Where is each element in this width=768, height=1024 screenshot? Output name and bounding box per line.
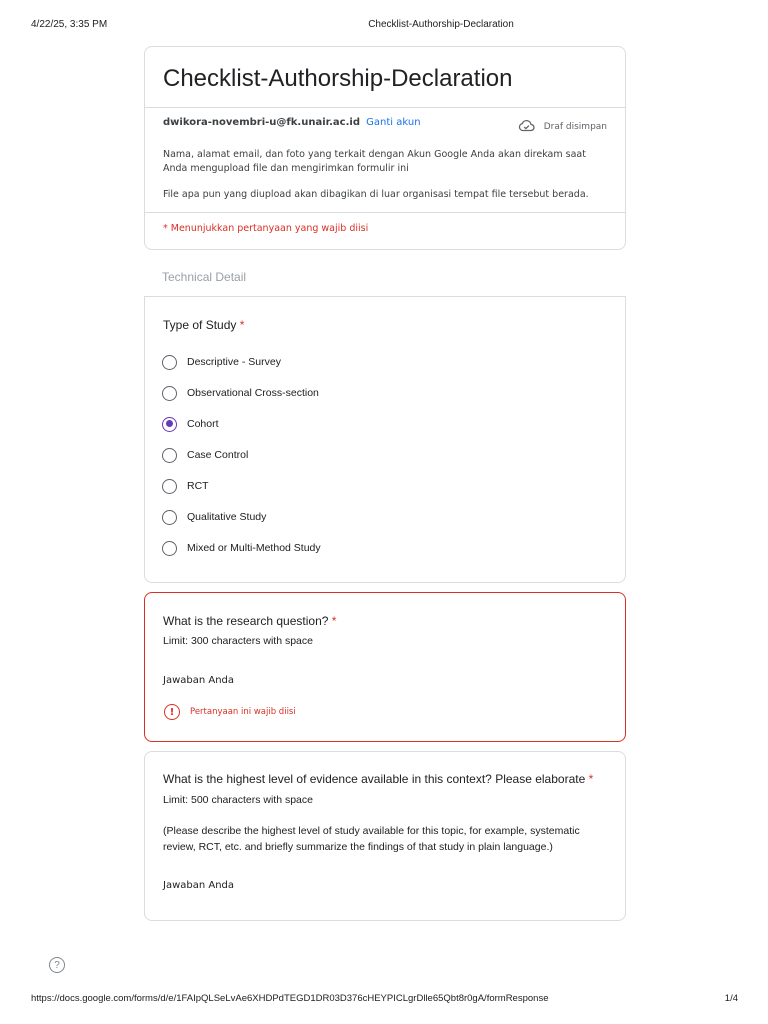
error-text: Pertanyaan ini wajib diisi	[190, 707, 296, 717]
account-row	[163, 117, 421, 128]
divider	[145, 212, 625, 213]
question-title	[163, 318, 244, 332]
error-message	[164, 704, 296, 720]
question-type-of-study	[144, 296, 626, 583]
section-title: Technical Detail	[162, 270, 247, 284]
help-circle-icon[interactable]: ?	[49, 957, 65, 973]
radio-unchecked[interactable]	[162, 479, 177, 494]
radio-option-label: RCT	[187, 480, 209, 492]
radio-option-label: Cohort	[187, 418, 219, 430]
cloud-check-icon	[518, 119, 535, 135]
question-limit: Limit: 300 characters with space	[163, 635, 313, 647]
divider	[145, 107, 625, 108]
radio-unchecked[interactable]	[162, 510, 177, 525]
alert-circle-icon: !	[164, 704, 180, 720]
privacy-info: Nama, alamat email, dan foto yang terkait dengan Akun Google Anda akan direkam saat Anda mengupload file dan mengirimkan formulir ini	[163, 149, 586, 174]
radio-unchecked[interactable]	[162, 448, 177, 463]
print-page-number: 1/4	[724, 993, 738, 1004]
radio-unchecked[interactable]	[162, 386, 177, 401]
required-mark: *	[239, 318, 245, 332]
saved-status-label: Draf disimpan	[543, 122, 607, 132]
radio-option-label: Qualitative Study	[187, 511, 267, 523]
form-title: Checklist-Authorship-Declaration	[163, 65, 513, 92]
radio-option-label: Observational Cross-section	[187, 387, 319, 399]
radio-unchecked[interactable]	[162, 355, 177, 370]
required-mark: *	[331, 614, 337, 628]
print-doc-title: Checklist-Authorship-Declaration	[368, 19, 514, 30]
radio-option[interactable]	[162, 384, 319, 402]
radio-option-label: Descriptive - Survey	[187, 356, 281, 368]
required-note: * Menunjukkan pertanyaan yang wajib diisi	[163, 223, 369, 234]
radio-option[interactable]	[162, 539, 321, 557]
question-evidence-level	[144, 751, 626, 921]
switch-account-link[interactable]: Ganti akun	[366, 117, 421, 128]
required-mark: *	[588, 772, 594, 786]
question-title	[163, 614, 336, 628]
answer-input[interactable]: Jawaban Anda	[163, 880, 235, 891]
radio-option[interactable]	[162, 415, 219, 433]
sharing-info: File apa pun yang diupload akan dibagikan di luar organisasi tempat file tersebut berada.	[163, 189, 589, 200]
radio-option[interactable]	[162, 477, 209, 495]
radio-checked[interactable]	[162, 417, 177, 432]
question-title-text: What is the research question?	[163, 614, 329, 628]
print-header	[0, 19, 768, 33]
question-research-question	[144, 592, 626, 742]
print-url: https://docs.google.com/forms/d/e/1FAIpQLSeLvAe6XHDPdTEGD1DR03D376cHEYPICLgrDlle65Qbt8r0gA/formResponse	[31, 993, 549, 1004]
question-title-text: What is the highest level of evidence available in this context? Please elaborate	[163, 772, 586, 786]
question-title	[163, 772, 593, 786]
answer-input[interactable]: Jawaban Anda	[163, 675, 235, 686]
account-email: dwikora-novembri-u@fk.unair.ac.id	[163, 117, 360, 128]
question-limit: Limit: 500 characters with space	[163, 794, 313, 806]
radio-option[interactable]	[162, 353, 281, 371]
radio-option[interactable]	[162, 508, 266, 526]
question-title-text: Type of Study	[163, 318, 237, 332]
radio-option[interactable]	[162, 446, 248, 464]
question-description: (Please describe the highest level of study available for this topic, for example, systematic review, RCT, etc. and briefly summarize the findings of that study in plain language.)	[163, 825, 580, 853]
radio-option-label: Mixed or Multi-Method Study	[187, 542, 321, 554]
saved-status	[518, 119, 607, 135]
form-header-card	[144, 46, 626, 250]
print-datetime: 4/22/25, 3:35 PM	[31, 19, 108, 30]
radio-option-label: Case Control	[187, 449, 249, 461]
radio-unchecked[interactable]	[162, 541, 177, 556]
